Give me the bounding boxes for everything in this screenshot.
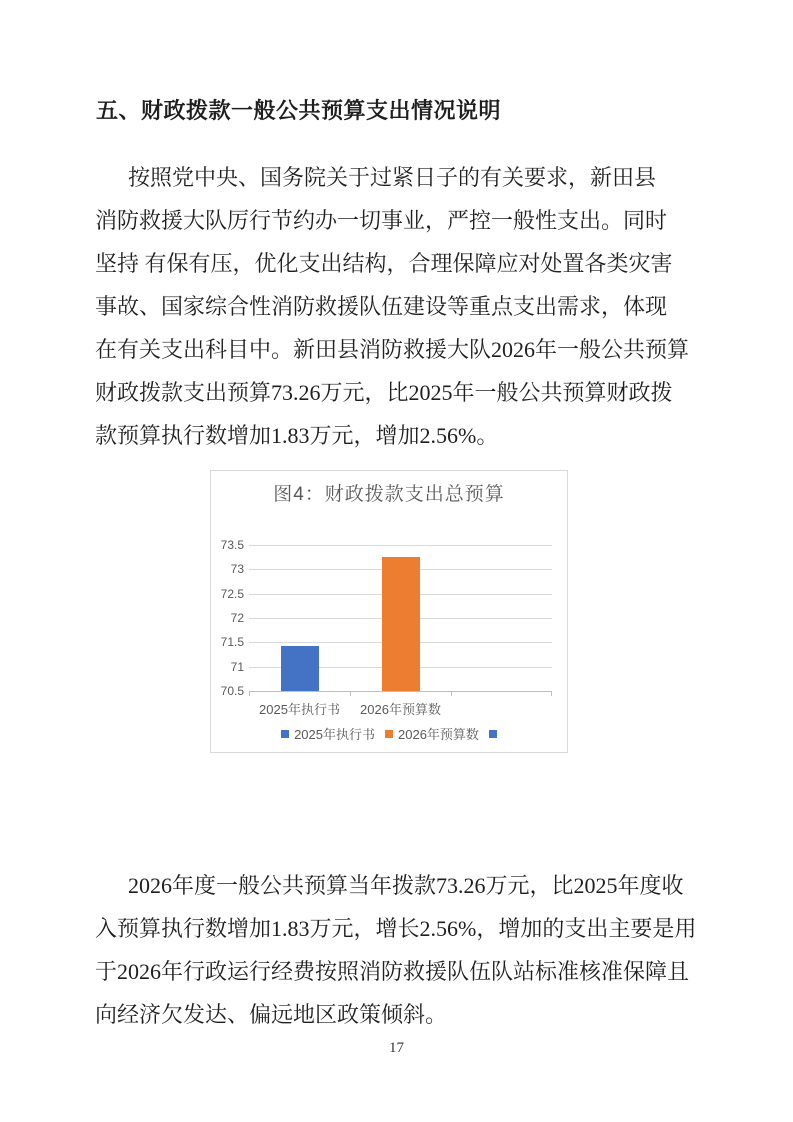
x-axis-tick bbox=[249, 691, 250, 696]
legend-swatch-icon bbox=[385, 730, 393, 738]
text-line: 财政拨款支出预算73.26万元，比2025年一般公共预算财政拨 bbox=[95, 380, 673, 405]
chart-legend bbox=[211, 724, 567, 743]
text-line: 2026年度一般公共预算当年拨款73.26万元，比2025年度收 bbox=[128, 873, 684, 898]
gridline bbox=[249, 545, 552, 546]
text-line: 消防救援大队厉行节约办一切事业，严控一般性支出。同时 bbox=[95, 208, 668, 233]
x-axis-tick bbox=[350, 691, 351, 696]
x-axis-line bbox=[249, 691, 552, 692]
x-axis-tick bbox=[551, 691, 552, 696]
page-number: 17 bbox=[389, 1040, 404, 1056]
bar-2026年预算数 bbox=[382, 557, 420, 691]
text-line: 坚持 有保有压，优化支出结构，合理保障应对处置各类灾害 bbox=[95, 251, 673, 276]
paragraph-1 bbox=[95, 156, 705, 457]
legend-label: 2025年执行书 bbox=[294, 727, 375, 742]
y-axis-tick-label: 73 bbox=[230, 562, 244, 577]
y-axis-tick-label: 73.5 bbox=[220, 538, 244, 552]
y-axis-tick-label: 70.5 bbox=[220, 684, 244, 698]
legend-item bbox=[489, 730, 497, 738]
legend-label: 2026年预算数 bbox=[398, 727, 479, 742]
text-line: 款预算执行数增加1.83万元，增加2.56%。 bbox=[95, 423, 499, 448]
text-line: 在有关支出科目中。新田县消防救援大队2026年一般公共预算 bbox=[95, 337, 690, 362]
text-line: 于2026年行政运行经费按照消防救援队伍队站标准核准保障且 bbox=[95, 959, 690, 984]
legend-item bbox=[281, 724, 375, 743]
y-axis-tick-label: 71 bbox=[230, 659, 244, 674]
legend-item bbox=[385, 724, 479, 743]
x-axis-tick bbox=[451, 691, 452, 696]
chart-plot-area bbox=[220, 538, 552, 717]
text-line: 按照党中央、国务院关于过紧日子的有关要求，新田县 bbox=[128, 165, 657, 190]
text-line: 向经济欠发达、偏远地区政策倾斜。 bbox=[95, 1002, 448, 1027]
legend-swatch-icon bbox=[281, 730, 289, 738]
section-heading: 五、财政拨款一般公共预算支出情况说明 bbox=[96, 98, 502, 123]
x-axis-category-label: 2025年执行书 bbox=[259, 702, 340, 717]
text-line: 事故、国家综合性消防救援队伍建设等重点支出需求，体现 bbox=[95, 294, 668, 319]
legend-swatch-icon bbox=[489, 730, 497, 738]
y-axis-tick-label: 72.5 bbox=[220, 586, 244, 601]
chart-title: 图4：财政拨款支出总预算 bbox=[273, 484, 505, 505]
y-axis-tick-label: 71.5 bbox=[220, 635, 244, 650]
text-line: 入预算执行数增加1.83万元，增长2.56%，增加的支出主要是用 bbox=[95, 916, 697, 941]
budget-expenditure-chart bbox=[210, 470, 568, 753]
paragraph-2 bbox=[95, 864, 705, 1036]
x-axis-category-label: 2026年预算数 bbox=[360, 702, 441, 717]
bar-2025年执行书 bbox=[281, 646, 319, 691]
y-axis-tick-label: 72 bbox=[230, 611, 244, 625]
